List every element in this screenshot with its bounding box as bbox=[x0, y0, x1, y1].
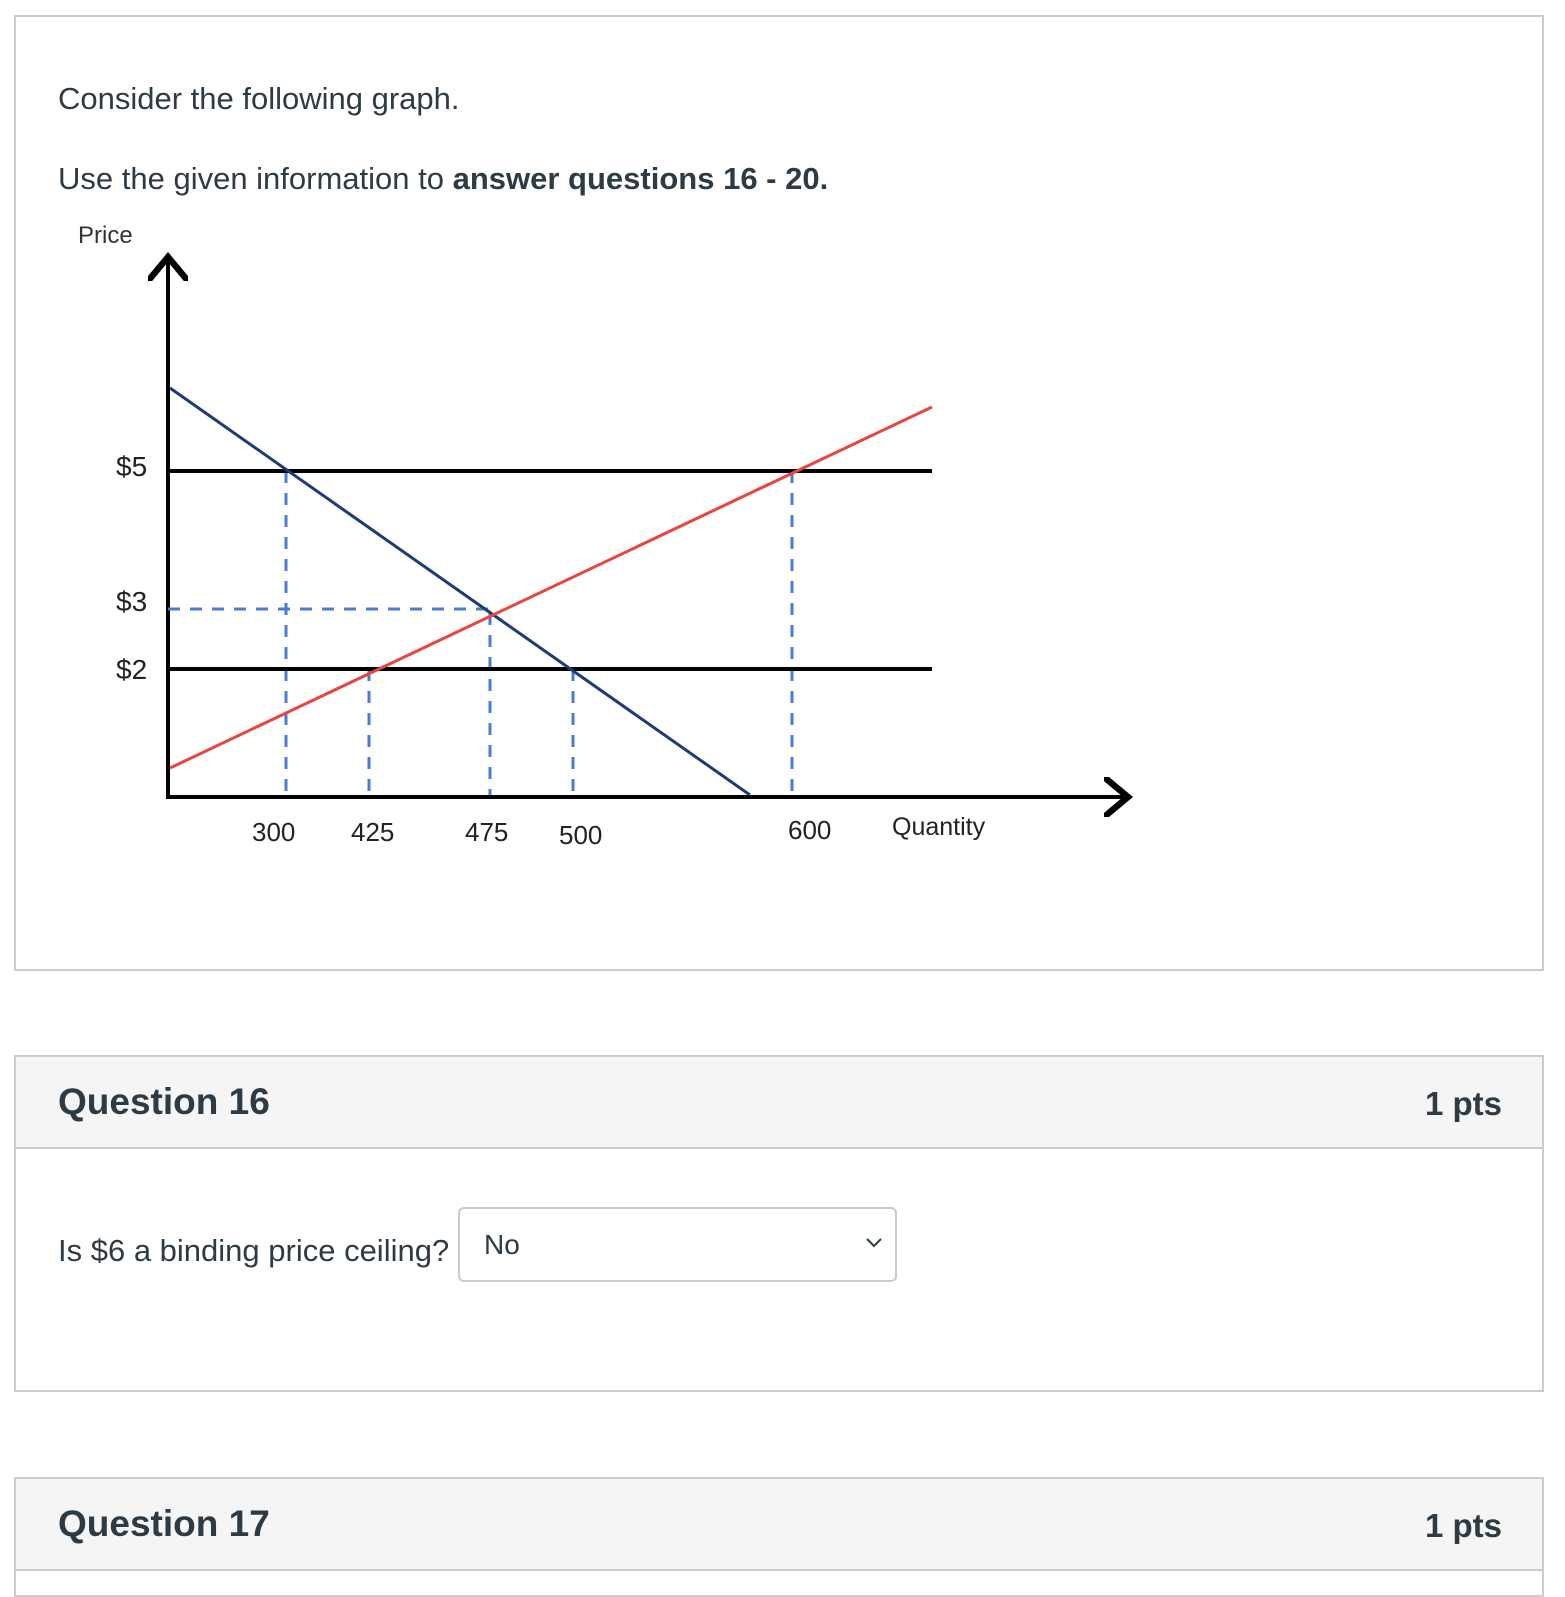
instruction-bold: answer questions 16 - 20. bbox=[452, 161, 829, 196]
y-tick-label: $2 bbox=[116, 654, 148, 685]
intro-card bbox=[14, 15, 1544, 971]
x-tick-label: 475 bbox=[465, 817, 509, 847]
supply-demand-chart bbox=[16, 17, 1542, 969]
x-axis-label: Quantity bbox=[892, 813, 986, 841]
question-16-header bbox=[16, 1057, 1542, 1149]
intro-text: Consider the following graph. bbox=[58, 81, 460, 116]
x-tick-label: 600 bbox=[788, 815, 832, 845]
question-prompt: Is $6 a binding price ceiling? bbox=[58, 1233, 450, 1268]
question-title: Question 17 bbox=[58, 1503, 270, 1544]
y-tick-label: $3 bbox=[116, 586, 148, 617]
chevron-down-icon bbox=[865, 1233, 883, 1251]
question-points: 1 pts bbox=[1424, 1507, 1502, 1544]
question-17-card bbox=[14, 1477, 1544, 1597]
question-title: Question 16 bbox=[58, 1081, 270, 1122]
selected-answer: No bbox=[484, 1229, 520, 1260]
demand-curve bbox=[170, 388, 750, 795]
y-axis-label: Price bbox=[78, 222, 133, 249]
instruction-plain: Use the given information to bbox=[58, 161, 453, 196]
question-16-card bbox=[14, 1055, 1544, 1392]
y-tick-label: $5 bbox=[116, 451, 148, 482]
x-tick-label: 425 bbox=[351, 817, 395, 847]
question-17-header bbox=[16, 1479, 1542, 1571]
x-tick-label: 500 bbox=[559, 820, 603, 850]
x-tick-label: 300 bbox=[252, 817, 296, 847]
answer-select[interactable] bbox=[458, 1207, 897, 1282]
question-points: 1 pts bbox=[1424, 1085, 1502, 1122]
supply-curve bbox=[170, 407, 932, 768]
